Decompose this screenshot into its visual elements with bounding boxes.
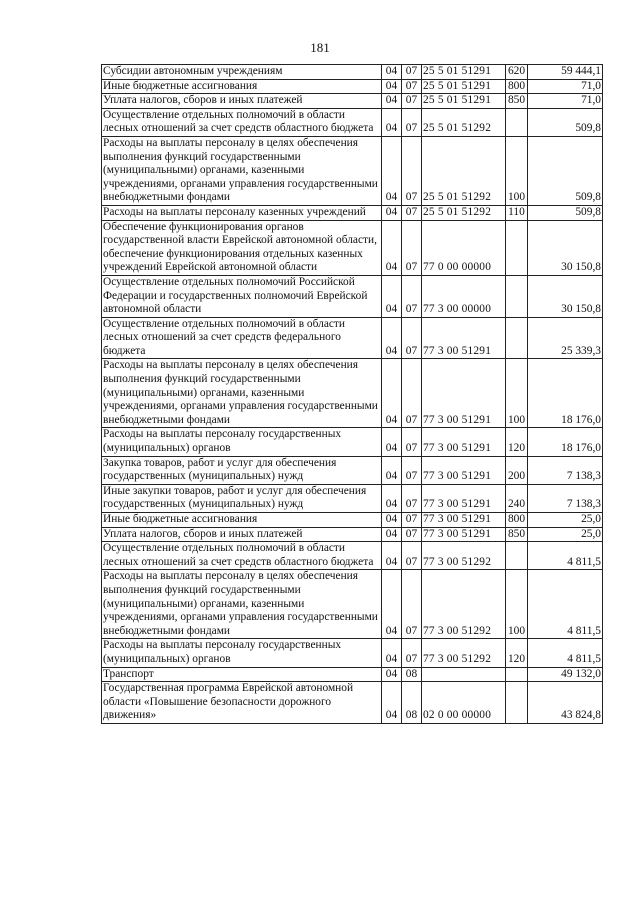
subsection-code: 07 bbox=[402, 428, 422, 456]
expense-type-code bbox=[506, 108, 528, 136]
amount: 4 811,5 bbox=[528, 570, 603, 639]
section-code: 04 bbox=[382, 220, 402, 275]
table-row bbox=[102, 359, 603, 428]
subsection-code: 07 bbox=[402, 542, 422, 570]
table-row bbox=[102, 275, 603, 317]
item-name: Транспорт bbox=[102, 667, 382, 682]
target-article-code: 77 0 00 00000 bbox=[422, 220, 506, 275]
item-name: Расходы на выплаты персоналу в целях обеспечения выполнения функций государственными (муниципальными) органами, казенными учреждениями, органами управления государственными внебюджетными фондами bbox=[102, 359, 382, 428]
expense-type-code: 800 bbox=[506, 513, 528, 528]
section-code: 04 bbox=[382, 639, 402, 667]
table-row bbox=[102, 639, 603, 667]
subsection-code: 07 bbox=[402, 513, 422, 528]
amount: 71,0 bbox=[528, 94, 603, 109]
expense-type-code: 800 bbox=[506, 79, 528, 94]
section-code: 04 bbox=[382, 317, 402, 359]
section-code: 04 bbox=[382, 94, 402, 109]
target-article-code: 25 5 01 51292 bbox=[422, 108, 506, 136]
target-article-code: 77 3 00 51291 bbox=[422, 484, 506, 512]
subsection-code: 07 bbox=[402, 94, 422, 109]
target-article-code: 77 3 00 51291 bbox=[422, 317, 506, 359]
expense-type-code bbox=[506, 317, 528, 359]
section-code: 04 bbox=[382, 682, 402, 724]
section-code: 04 bbox=[382, 275, 402, 317]
item-name: Иные бюджетные ассигнования bbox=[102, 513, 382, 528]
amount: 43 824,8 bbox=[528, 682, 603, 724]
amount: 509,8 bbox=[528, 205, 603, 220]
amount: 509,8 bbox=[528, 136, 603, 205]
amount: 49 132,0 bbox=[528, 667, 603, 682]
expense-type-code bbox=[506, 667, 528, 682]
expense-type-code: 850 bbox=[506, 527, 528, 542]
expense-type-code bbox=[506, 682, 528, 724]
expense-type-code: 110 bbox=[506, 205, 528, 220]
table-row bbox=[102, 682, 603, 724]
table-row bbox=[102, 108, 603, 136]
target-article-code: 02 0 00 00000 bbox=[422, 682, 506, 724]
section-code: 04 bbox=[382, 136, 402, 205]
item-name: Расходы на выплаты персоналу в целях обеспечения выполнения функций государственными (муниципальными) органами, казенными учреждениями, органами управления государственными внебюджетными фондами bbox=[102, 570, 382, 639]
expense-type-code: 120 bbox=[506, 428, 528, 456]
section-code: 04 bbox=[382, 513, 402, 528]
amount: 25,0 bbox=[528, 513, 603, 528]
subsection-code: 07 bbox=[402, 456, 422, 484]
target-article-code: 25 5 01 51292 bbox=[422, 205, 506, 220]
amount: 18 176,0 bbox=[528, 428, 603, 456]
target-article-code: 77 3 00 51291 bbox=[422, 513, 506, 528]
section-code: 04 bbox=[382, 570, 402, 639]
section-code: 04 bbox=[382, 456, 402, 484]
expense-type-code bbox=[506, 275, 528, 317]
section-code: 04 bbox=[382, 359, 402, 428]
section-code: 04 bbox=[382, 527, 402, 542]
subsection-code: 07 bbox=[402, 359, 422, 428]
item-name: Закупка товаров, работ и услуг для обеспечения государственных (муниципальных) нужд bbox=[102, 456, 382, 484]
amount: 71,0 bbox=[528, 79, 603, 94]
amount: 25 339,3 bbox=[528, 317, 603, 359]
item-name: Обеспечение функционирования органов государственной власти Еврейской автономной области, обеспечение функционирования отдельных казенных учреждений Еврейской автономной области bbox=[102, 220, 382, 275]
table-row bbox=[102, 317, 603, 359]
expense-type-code: 240 bbox=[506, 484, 528, 512]
item-name: Иные закупки товаров, работ и услуг для обеспечения государственных (муниципальных) нужд bbox=[102, 484, 382, 512]
target-article-code: 77 3 00 51292 bbox=[422, 639, 506, 667]
expense-type-code: 620 bbox=[506, 65, 528, 80]
expense-type-code: 100 bbox=[506, 570, 528, 639]
subsection-code: 07 bbox=[402, 65, 422, 80]
subsection-code: 07 bbox=[402, 79, 422, 94]
target-article-code: 25 5 01 51292 bbox=[422, 136, 506, 205]
expense-type-code bbox=[506, 220, 528, 275]
budget-table bbox=[101, 64, 603, 724]
item-name: Осуществление отдельных полномочий в области лесных отношений за счет средств областного бюджета bbox=[102, 542, 382, 570]
expense-type-code: 120 bbox=[506, 639, 528, 667]
section-code: 04 bbox=[382, 205, 402, 220]
expense-type-code bbox=[506, 542, 528, 570]
subsection-code: 08 bbox=[402, 682, 422, 724]
subsection-code: 07 bbox=[402, 527, 422, 542]
table-row bbox=[102, 527, 603, 542]
table-row bbox=[102, 79, 603, 94]
amount: 30 150,8 bbox=[528, 220, 603, 275]
target-article-code: 77 3 00 51292 bbox=[422, 542, 506, 570]
target-article-code: 25 5 01 51291 bbox=[422, 94, 506, 109]
table-row bbox=[102, 542, 603, 570]
table-row bbox=[102, 136, 603, 205]
amount: 4 811,5 bbox=[528, 639, 603, 667]
item-name: Государственная программа Еврейской автономной области «Повышение безопасности дорожного движения» bbox=[102, 682, 382, 724]
item-name: Расходы на выплаты персоналу казенных учреждений bbox=[102, 205, 382, 220]
amount: 30 150,8 bbox=[528, 275, 603, 317]
section-code: 04 bbox=[382, 428, 402, 456]
item-name: Уплата налогов, сборов и иных платежей bbox=[102, 527, 382, 542]
table-row bbox=[102, 667, 603, 682]
target-article-code: 77 3 00 51291 bbox=[422, 527, 506, 542]
amount: 25,0 bbox=[528, 527, 603, 542]
section-code: 04 bbox=[382, 667, 402, 682]
amount: 7 138,3 bbox=[528, 456, 603, 484]
table-row bbox=[102, 428, 603, 456]
subsection-code: 07 bbox=[402, 136, 422, 205]
section-code: 04 bbox=[382, 79, 402, 94]
amount: 59 444,1 bbox=[528, 65, 603, 80]
item-name: Расходы на выплаты персоналу в целях обеспечения выполнения функций государственными (муниципальными) органами, казенными учреждениями, органами управления государственными внебюджетными фондами bbox=[102, 136, 382, 205]
expense-type-code: 850 bbox=[506, 94, 528, 109]
item-name: Иные бюджетные ассигнования bbox=[102, 79, 382, 94]
item-name: Осуществление отдельных полномочий в области лесных отношений за счет средств областного бюджета bbox=[102, 108, 382, 136]
amount: 4 811,5 bbox=[528, 542, 603, 570]
amount: 7 138,3 bbox=[528, 484, 603, 512]
table-row bbox=[102, 513, 603, 528]
item-name: Осуществление отдельных полномочий в области лесных отношений за счет средств федерального бюджета bbox=[102, 317, 382, 359]
subsection-code: 07 bbox=[402, 220, 422, 275]
page-number: 181 bbox=[310, 40, 330, 55]
table-row bbox=[102, 220, 603, 275]
target-article-code: 77 3 00 51291 bbox=[422, 428, 506, 456]
subsection-code: 07 bbox=[402, 317, 422, 359]
section-code: 04 bbox=[382, 484, 402, 512]
section-code: 04 bbox=[382, 542, 402, 570]
table-row bbox=[102, 456, 603, 484]
target-article-code: 25 5 01 51291 bbox=[422, 79, 506, 94]
table-row bbox=[102, 65, 603, 80]
section-code: 04 bbox=[382, 65, 402, 80]
target-article-code: 77 3 00 51292 bbox=[422, 570, 506, 639]
item-name: Субсидии автономным учреждениям bbox=[102, 65, 382, 80]
amount: 509,8 bbox=[528, 108, 603, 136]
subsection-code: 07 bbox=[402, 484, 422, 512]
amount: 18 176,0 bbox=[528, 359, 603, 428]
subsection-code: 07 bbox=[402, 108, 422, 136]
table-row bbox=[102, 205, 603, 220]
target-article-code: 77 3 00 51291 bbox=[422, 359, 506, 428]
expense-type-code: 100 bbox=[506, 136, 528, 205]
item-name: Расходы на выплаты персоналу государственных (муниципальных) органов bbox=[102, 428, 382, 456]
section-code: 04 bbox=[382, 108, 402, 136]
target-article-code: 25 5 01 51291 bbox=[422, 65, 506, 80]
table-row bbox=[102, 94, 603, 109]
item-name: Уплата налогов, сборов и иных платежей bbox=[102, 94, 382, 109]
item-name: Осуществление отдельных полномочий Российской Федерации и государственных полномочий Еврейской автономной области bbox=[102, 275, 382, 317]
expense-type-code: 200 bbox=[506, 456, 528, 484]
expense-type-code: 100 bbox=[506, 359, 528, 428]
subsection-code: 07 bbox=[402, 275, 422, 317]
target-article-code: 77 3 00 00000 bbox=[422, 275, 506, 317]
target-article-code: 77 3 00 51291 bbox=[422, 456, 506, 484]
subsection-code: 07 bbox=[402, 570, 422, 639]
table-row bbox=[102, 484, 603, 512]
table-row bbox=[102, 570, 603, 639]
subsection-code: 07 bbox=[402, 205, 422, 220]
budget-table-body bbox=[102, 65, 603, 724]
item-name: Расходы на выплаты персоналу государственных (муниципальных) органов bbox=[102, 639, 382, 667]
target-article-code bbox=[422, 667, 506, 682]
subsection-code: 07 bbox=[402, 639, 422, 667]
subsection-code: 08 bbox=[402, 667, 422, 682]
